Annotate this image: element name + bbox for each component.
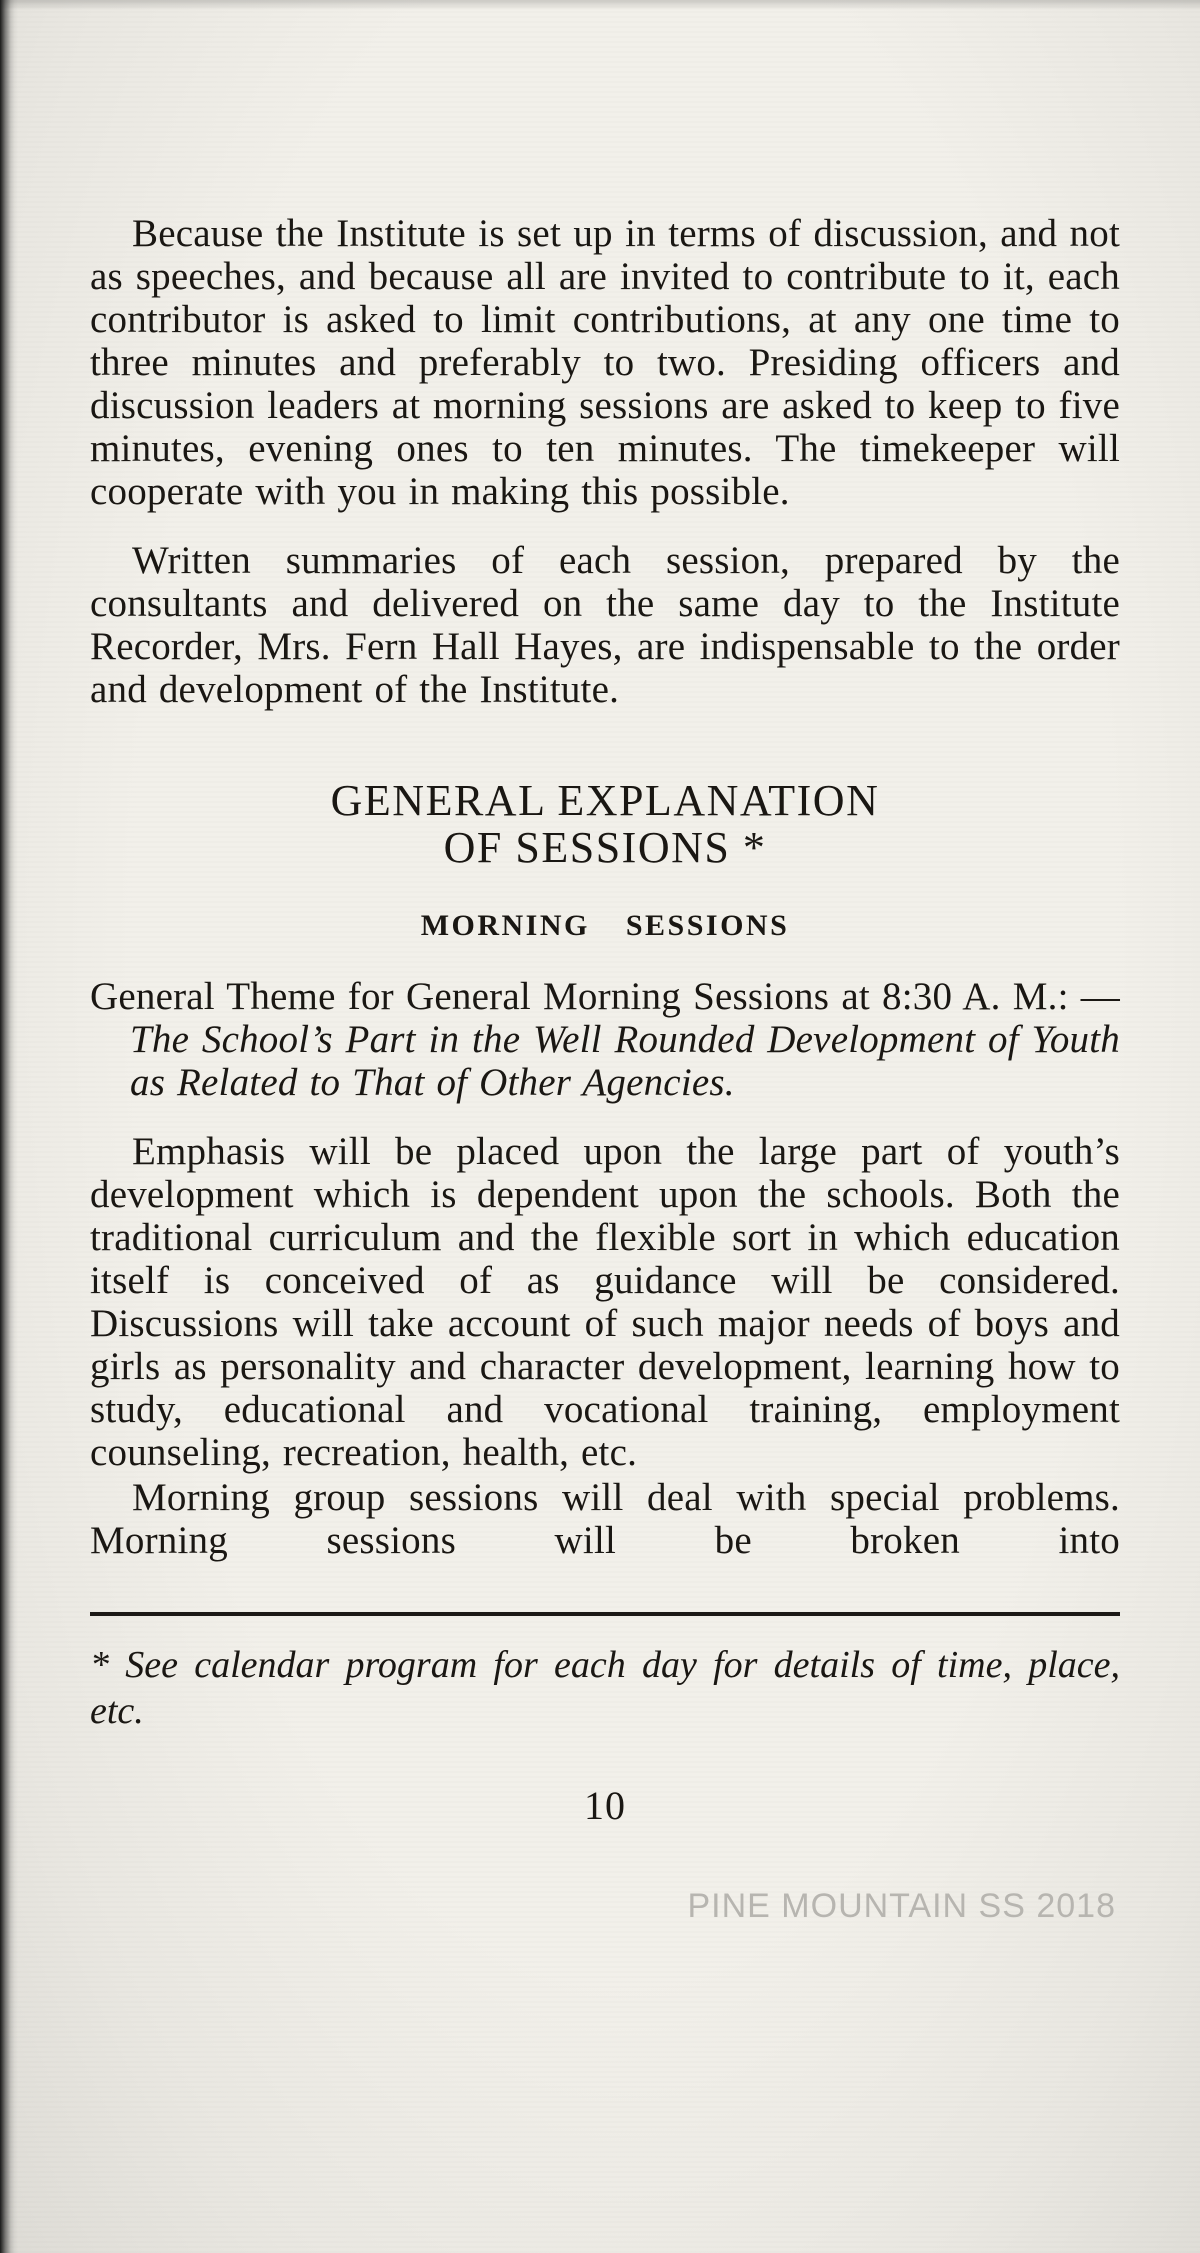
paragraph-morning-group-sessions: Morning group sessions will deal with special problems. Morning sessions will be broken into <box>90 1476 1120 1562</box>
section-heading <box>90 777 1120 871</box>
heading-line-2: OF SESSIONS * <box>443 823 767 872</box>
watermark: PINE MOUNTAIN SS 2018 <box>687 1887 1116 1925</box>
page-content <box>90 0 1120 1926</box>
theme-title-italic: The School’s Part in the Well Rounded Development of Youth as Related to That of Other Agencies. <box>130 1018 1120 1104</box>
paragraph-institute-discussion: Because the Institute is set up in terms of discussion, and not as speeches, and because all are invited to contribute to it, each contributor is asked to limit contributions, at any one time to three minutes and preferably to two. Presiding officers and discussion leaders at morning sessions are asked to keep to five minutes, evening ones to ten minutes. The timekeeper will cooperate with you in making this possible. <box>90 212 1120 513</box>
book-binding-shadow <box>0 0 18 2253</box>
paragraph-general-theme <box>90 975 1120 1104</box>
theme-lead-text: General Theme for General Morning Sessions at 8:30 A. M.: — <box>90 975 1120 1018</box>
paragraph-written-summaries: Written summaries of each session, prepared by the consultants and delivered on the same day to the Institute Recorder, Mrs. Fern Hall Hayes, are indispensable to the order and development of the Institute. <box>90 539 1120 711</box>
paragraph-emphasis: Emphasis will be placed upon the large part of youth’s development which is dependent upon the schools. Both the traditional curriculum and the flexible sort in which education itself is conceived of as guidance will be considered. Discussions will take account of such major needs of boys and girls as personality and character development, learning how to study, educational and vocational training, employment counseling, recreation, health, etc. <box>90 1130 1120 1474</box>
footnote-text: * See calendar program for each day for details of time, place, etc. <box>90 1644 1120 1732</box>
heading-line-1: GENERAL EXPLANATION <box>330 776 880 825</box>
page-number: 10 <box>584 1783 626 1828</box>
footnote-rule <box>90 1612 1120 1616</box>
subheading-morning-sessions: MORNING SESSIONS <box>420 909 790 942</box>
